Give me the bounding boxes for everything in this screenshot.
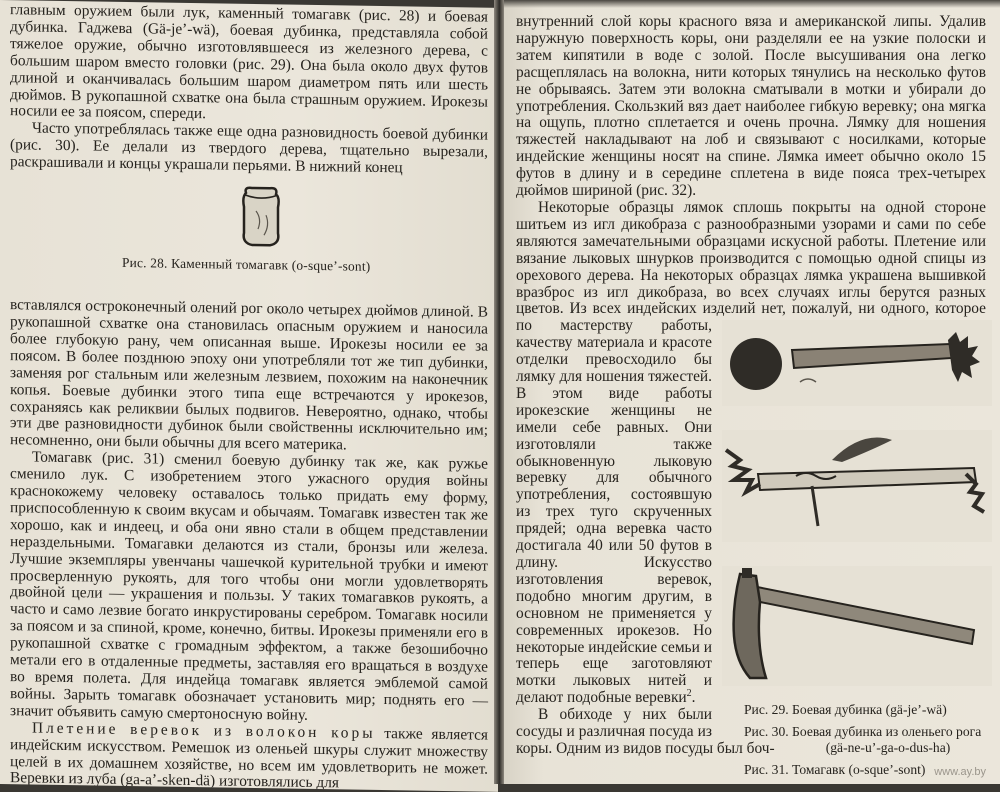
footnote-mark[interactable]: 2 [686,688,692,700]
paragraph: В обиходе у них были сосуды и различная посуда из коры. Одним из видов посуды был боч- [516,706,775,757]
spaced-heading: Плетение веревок из волокон коры [32,719,376,742]
watermark: www.ay.by [934,766,986,778]
page-shadow [504,0,1000,8]
figure-30 [722,430,992,542]
figure-31 [722,566,992,686]
figure-28 [10,171,488,305]
war-club-image [722,320,992,406]
antler-club-image [722,430,992,542]
paragraph: Часто употреблялась также еще одна разновидность боевой дубинки (рис. 30). Ее делали из твердого дерева, тщательно вырезали, раскрашивали и концы украшали перьями. В нижний конец [10,119,488,177]
figure-28-caption: Рис. 28. Каменный томагавк (o-sque’-sont) [122,254,371,274]
stone-tomahawk-image [236,185,286,248]
paragraph: Томагавк (рис. 31) сменил боевую дубинку так же, как ружье сменило лук. С изобретением этого ужасного орудия войны краснокожему человеку оставалось только придать ему форму, приспособленную к своим вкусам и обычаям. Томагавк известен так же хорошо, как и индеец, и оба они явно стали в общем представлении нераздельными. Томагавки делаются из стали, бронзы или железа. Лучшие экземпляры увенчаны чашечкой курительной трубки и имеют просверленную рукоять, для того чтобы они могли удовлетворять двойной цели — украшения и пользы. У таких томагавков рукоять, а часто и само лезвие богато инкрустированы серебром. Томагавк носили за поясом и за спиной, кроме, конечно, битвы. Ирокезы применяли его в рукопашной схватке с громадным эффектом, а также безошибочно метали его в отдаленные предметы, заставляя его вращаться в воздухе во время полета. Для индейца томагавк является эмблемой самой войны. Зарыть томагавк обозначает установить мир; поднять его — значит объявить самую смертоносную войну. [10,448,488,724]
paragraph: внутренний слой коры красного вяза и американской липы. Удалив наружную поверхность коры, они разделяли ее на узкие полоски и затем кипятили в воде с золой. После высушивания она легко расщеплялась на волокна, нити которых тянулись на несколько футов не обрываясь. Затем эти волокна сматывали в мотки и убирали до употребления. Скользкий вяз дает наиболее гибкую веревку; она мягка на ощупь, плотно сплетается и очень прочна. Лямку для ношения тяжестей накладывают на лоб и связывают с носилками, которые индейские женщины носят на спине. Лямка имеет обычно около 15 футов в длину и в середине сплетена в виде пояса трех-четырех дюймов шириной (рис. 32). [516,13,986,200]
paragraph: Плетение веревок из волокон коры также является индейским искусством. Ремешок из оленьей шкуры служит множеству целей в их домашнем хозяйстве, но всем им удовлетворить не может. Веревки из луба (ga-a’-sken-dä) изготовлялись для [10,719,488,792]
paragraph: вставлялся остроконечный олений рог около четырех дюймов длиной. В рукопашной схватке она становилась опасным оружием и наносила более глубокую рану, чем описанная выше. Ирокезы носили ее за поясом. В более позднюю эпоху они употребляли тот же тип дубинки, заменяя рог стальным или железным лезвием, похожим на наконечник копья. Боевые дубинки этого типа еще встречаются у ирокезов, сохраняясь как реликвии былых подвигов. Невероятно, однако, чтобы эти две разновидности дубинок были свойственны исключительно им; несомненно, они были обычны для всего материка. [10,296,488,454]
tomahawk-image [722,566,992,686]
figure-29-caption: Рис. 29. Боевая дубинка (gä-je’-wä) [744,702,947,718]
paragraph: Некоторые образцы лямок сплошь покрыты на одной стороне шитьем из игл дикобраза с разнообразными узорами и сами по себе являются замечательными образцами искусной работы. Плетение или вязание лыковых шнурков производится с помощью одной спицы из орехового дерева. На некоторых образцах лямка украшена вышивкой вразброс из игл дикобраза, во всех случаях иглы берутся разных цветов. Из всех индейских изделий нет, пожалуй, ни одного, которое Рис. 29. Боевая дубинка (gä-je’-wä) Рис. 30. Боевая дубинка из оленьего рога (gä-ne-u’-ga-o-dus-ha) Рис. 31. Томагавк (o-sque’-sont) по мастерству работы, качеству материала и красоте отделки превосходило бы лямку для ношения тяжестей. В этом виде работы ирокезские женщины не имели себе равных. Они изготовляли также обыкновенную лыковую веревку для обычного употребления, состоявшую из трех туго скрученных прядей; одна веревка часто достигала 40 или 50 футов в длину. Искусство изготовления веревок, подобно многим другим, в основном не применяется у современных ирокезов. Но некоторые индейские семьи и теперь еще заготовляют мотки лыковых нитей и делают подобные веревки$^2$. [516,200,986,707]
figure-30-caption: Рис. 30. Боевая дубинка из оленьего рога (gä-ne-u’-ga-o-dus-ha) [744,724,982,756]
figure-31-caption: Рис. 31. Томагавк (o-sque’-sont) [744,762,926,778]
paragraph: главным оружием были лук, каменный томагавк (рис. 28) и боевая дубинка. Гаджева (Gä-je’-wä), боевая дубинка, представляла собой тяжелое оружие, обычно изготовлявшееся из железного дерева, с большим шаром вместо головки (рис. 29). Она была около двух футов длиной и оканчивалась большим шаром диаметром пять или шесть дюймов. В рукопашной схватке она была страшным оружием. Ирокезы носили ее за поясом, спереди. [10,1,488,123]
right-page [504,0,1000,784]
left-page [0,0,498,792]
figure-29 [722,320,992,406]
